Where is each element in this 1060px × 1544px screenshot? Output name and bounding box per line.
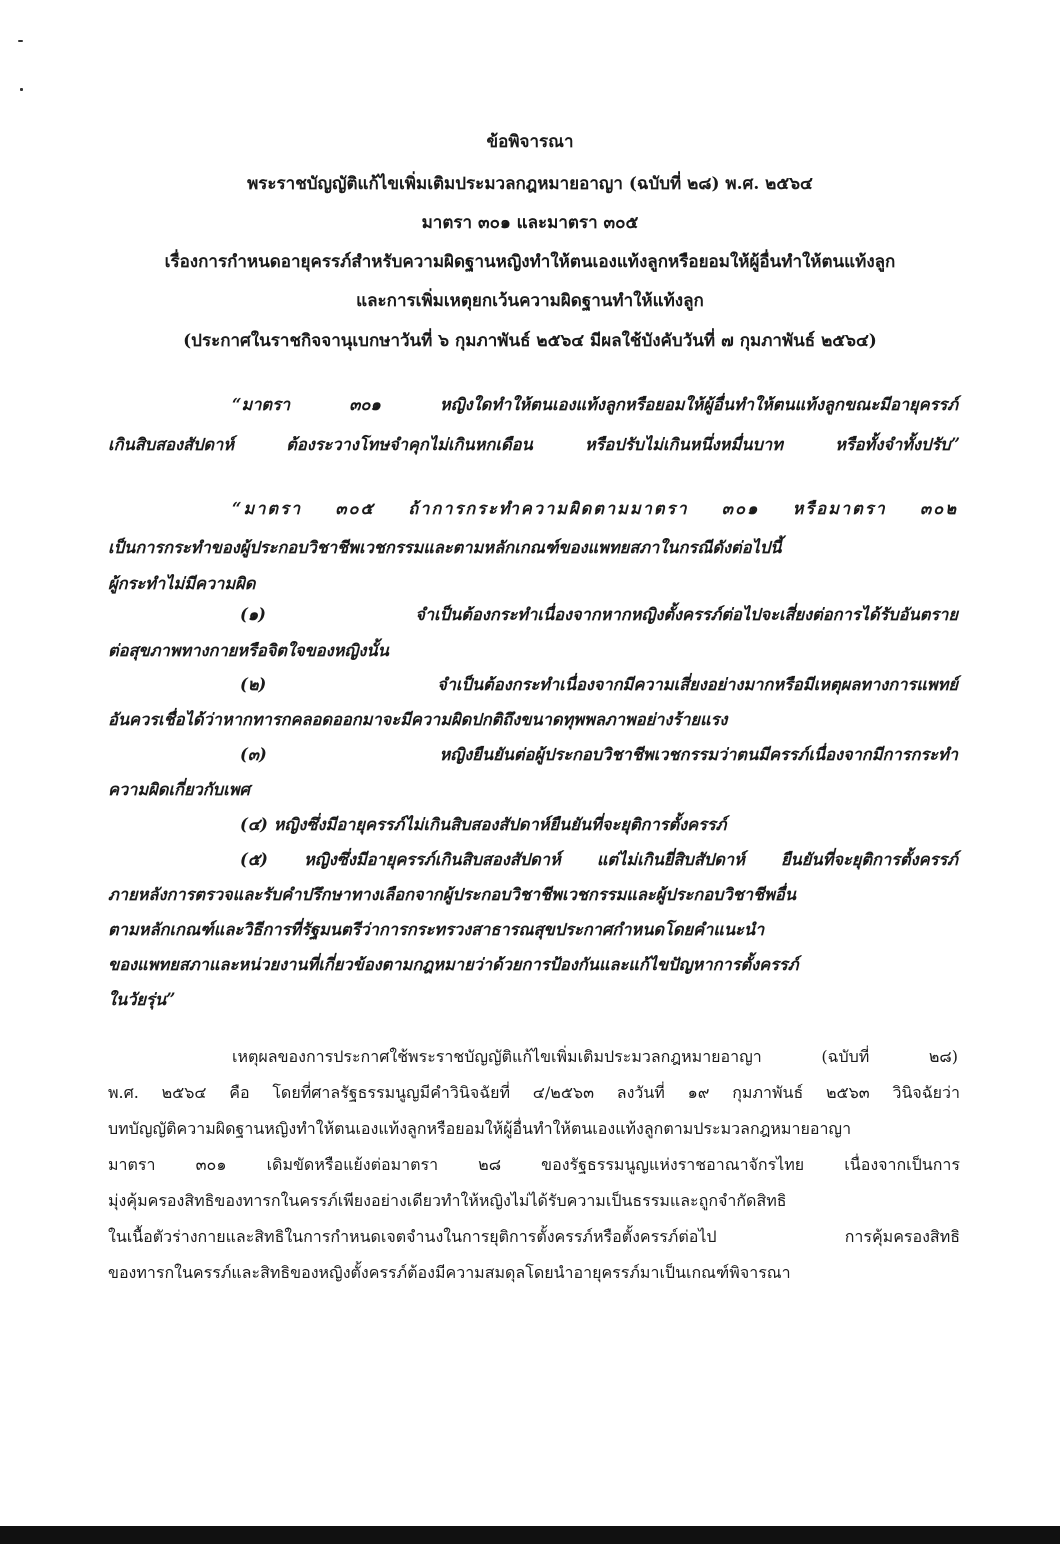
- scan-speck: [18, 40, 23, 42]
- item-5-line-2: ภายหลังการตรวจและรับคำปรึกษาทางเลือกจากผู้ประกอบวิชาชีพเวชกรรมและผู้ประกอบวิชาชีพอื่น: [108, 885, 796, 904]
- document-title: ข้อพิจารณา: [486, 132, 574, 152]
- bottom-edge-bar: [0, 1526, 1060, 1544]
- act-title: พระราชบัญญัติแก้ไขเพิ่มเติมประมวลกฎหมายอาญา (ฉบับที่ ๒๘) พ.ศ. ๒๕๖๔: [247, 174, 813, 194]
- item-1-line-1: (๑) จำเป็นต้องกระทำเนื่องจากหากหญิงตั้งครรภ์ต่อไปจะเสี่ยงต่อการได้รับอันตราย: [240, 605, 958, 624]
- item-3-line-1: (๓) หญิงยืนยันต่อผู้ประกอบวิชาชีพเวชกรรมว่าตนมีครรภ์เนื่องจากมีการกระทำ: [240, 745, 958, 764]
- reasons-line-2: พ.ศ. ๒๕๖๔ คือ โดยที่ศาลรัฐธรรมนูญมีคำวินิจฉัยที่ ๔/๒๕๖๓ ลงวันที่ ๑๙ กุมภาพันธ์ ๒๕๖๓ วินิจฉัยว่า: [108, 1083, 960, 1102]
- item-3-line-2: ความผิดเกี่ยวกับเพศ: [108, 780, 250, 799]
- item-4: (๔) หญิงซึ่งมีอายุครรภ์ไม่เกินสิบสองสัปดาห์ยืนยันที่จะยุติการตั้งครรภ์: [240, 815, 727, 834]
- item-1-line-2: ต่อสุขภาพทางกายหรือจิตใจของหญิงนั้น: [108, 641, 389, 660]
- reasons-line-7: ของทารกในครรภ์และสิทธิของหญิงตั้งครรภ์ต้องมีความสมดุลโดยนำอายุครรภ์มาเป็นเกณฑ์พิจารณา: [108, 1263, 791, 1282]
- reasons-line-6: ในเนื้อตัวร่างกายและสิทธิในการกำหนดเจตจำนงในการยุติการตั้งครรภ์หรือตั้งครรภ์ต่อไป การคุ้มครองสิทธิ: [108, 1227, 960, 1246]
- gazette-line: (ประกาศในราชกิจจานุเบกษาวันที่ ๖ กุมภาพันธ์ ๒๕๖๔ มีผลใช้บังคับวันที่ ๗ กุมภาพันธ์ ๒๕๖๔): [183, 331, 877, 351]
- item-2-line-1: (๒) จำเป็นต้องกระทำเนื่องจากมีความเสี่ยงอย่างมากหรือมีเหตุผลทางการแพทย์: [240, 675, 958, 694]
- sections-line: มาตรา ๓๐๑ และมาตรา ๓๐๕: [421, 213, 639, 233]
- reasons-line-4: มาตรา ๓๐๑ เดิมขัดหรือแย้งต่อมาตรา ๒๘ ของรัฐธรรมนูญแห่งราชอาณาจักรไทย เนื่องจากเป็นการ: [108, 1155, 960, 1174]
- reasons-line-3: บทบัญญัติความผิดฐานหญิงทำให้ตนเองแท้งลูกหรือยอมให้ผู้อื่นทำให้ตนเองแท้งลูกตามประมวลกฎหมายอาญา: [108, 1119, 852, 1138]
- reasons-line-5: มุ่งคุ้มครองสิทธิของทารกในครรภ์เพียงอย่างเดียวทำให้หญิงไม่ได้รับความเป็นธรรมและถูกจำกัดสิทธิ: [108, 1191, 787, 1210]
- item-5-line-5: ในวัยรุ่น”: [108, 990, 176, 1009]
- subject-line-1: เรื่องการกำหนดอายุครรภ์สำหรับความผิดฐานหญิงทำให้ตนเองแท้งลูกหรือยอมให้ผู้อื่นทำให้ตนแท้งลูก: [164, 252, 896, 272]
- section-305-line-2: เป็นการกระทำของผู้ประกอบวิชาชีพเวชกรรมและตามหลักเกณฑ์ของแพทยสภาในกรณีดังต่อไปนี้: [108, 538, 782, 557]
- reasons-line-1: เหตุผลของการประกาศใช้พระราชบัญญัติแก้ไขเพิ่มเติมประมวลกฎหมายอาญา (ฉบับที่ ๒๘): [232, 1047, 958, 1066]
- item-5-line-1: (๕) หญิงซึ่งมีอายุครรภ์เกินสิบสองสัปดาห์ แต่ไม่เกินยี่สิบสัปดาห์ ยืนยันที่จะยุติการตั้งครรภ์: [240, 850, 958, 869]
- section-305-line-1: “มาตรา ๓๐๕ ถ้าการกระทำความผิดตามมาตรา ๓๐๑ หรือมาตรา ๓๐๒: [232, 499, 958, 518]
- item-5-line-4: ของแพทยสภาและหน่วยงานที่เกี่ยวข้องตามกฎหมายว่าด้วยการป้องกันและแก้ไขปัญหาการตั้งครรภ์: [108, 955, 799, 974]
- section-301-line-2: เกินสิบสองสัปดาห์ ต้องระวางโทษจำคุกไม่เกินหกเดือน หรือปรับไม่เกินหนึ่งหมื่นบาท หรือทั้งจำทั้งปรับ”: [108, 435, 960, 454]
- section-301-line-1: “มาตรา ๓๐๑ หญิงใดทำให้ตนเองแท้งลูกหรือยอมให้ผู้อื่นทำให้ตนแท้งลูกขณะมีอายุครรภ์: [232, 395, 958, 414]
- item-5-line-3: ตามหลักเกณฑ์และวิธีการที่รัฐมนตรีว่าการกระทรวงสาธารณสุขประกาศกำหนดโดยคำแนะนำ: [108, 920, 765, 939]
- item-2-line-2: อันควรเชื่อได้ว่าหากทารกคลอดออกมาจะมีความผิดปกติถึงขนาดทุพพลภาพอย่างร้ายแรง: [108, 710, 728, 729]
- scan-speck: [20, 88, 23, 91]
- section-305-line-3: ผู้กระทำไม่มีความผิด: [108, 574, 256, 593]
- subject-line-2: และการเพิ่มเหตุยกเว้นความผิดฐานทำให้แท้งลูก: [356, 291, 704, 311]
